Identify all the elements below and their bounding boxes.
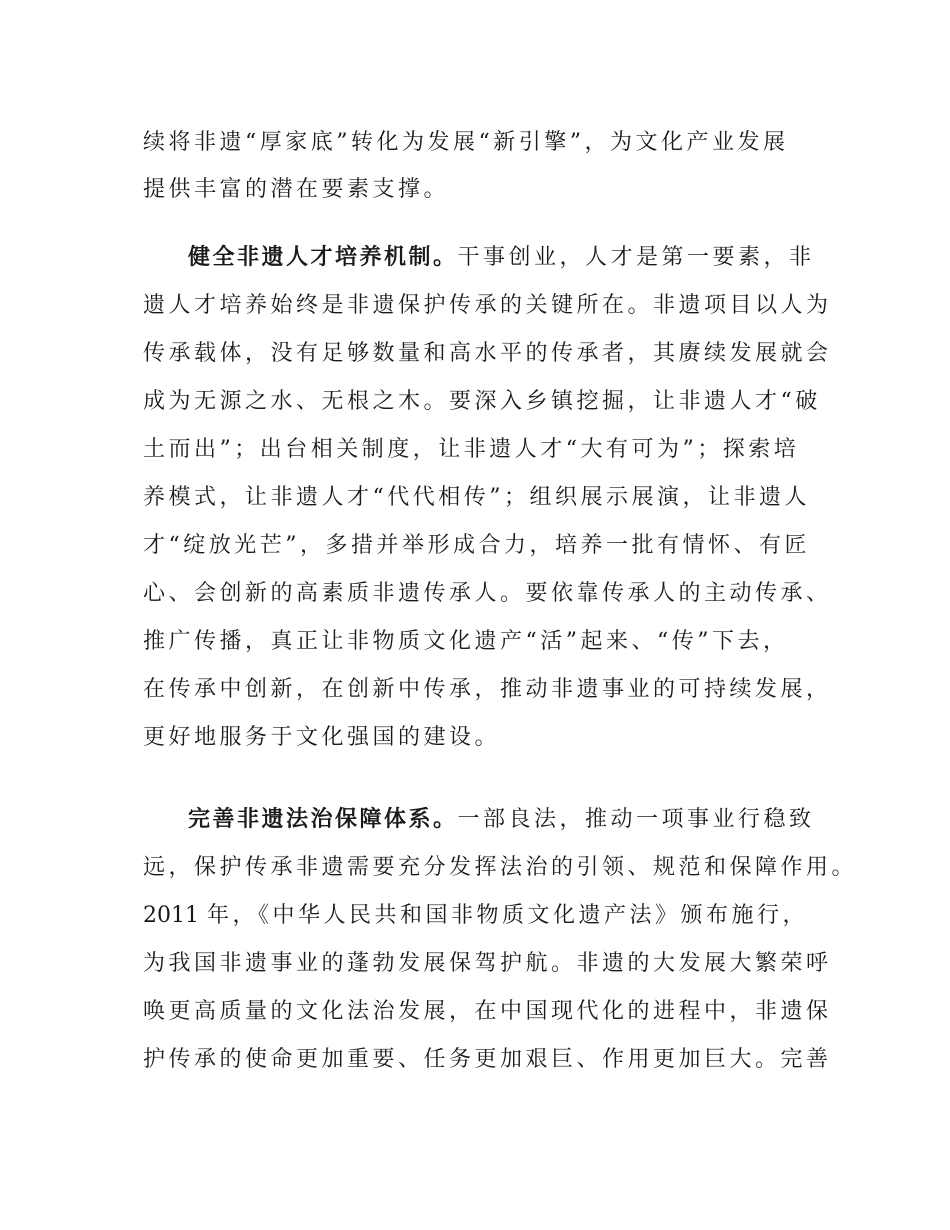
text-line: 推广传播，真正让非物质文化遗产“活”起来、“传”下去， bbox=[143, 629, 789, 654]
text-line: 远，保护传承非遗需要充分发挥法治的引领、规范和保障作用。 bbox=[143, 855, 858, 880]
text-line: 为我国非遗事业的蓬勃发展保驾护航。非遗的大发展大繁荣呼 bbox=[143, 951, 832, 976]
text-segment: 一部良法，推动一项事业行稳致 bbox=[457, 807, 815, 832]
text-line: 养模式，让非遗人才“代代相传”；组织展示展演，让非遗人 bbox=[143, 485, 810, 510]
text-line bbox=[143, 896, 808, 936]
text-line: 在传承中创新，在创新中传承，推动非遗事业的可持续发展， bbox=[143, 677, 832, 702]
text-line: 心、会创新的高素质非遗传承人。要依靠传承人的主动传承、 bbox=[143, 581, 832, 606]
text-line: 唤更高质量的文化法治发展，在中国现代化的进程中，非遗保 bbox=[143, 999, 832, 1024]
year-number: 2011 bbox=[143, 903, 199, 928]
paragraph-first-line bbox=[188, 800, 815, 840]
section-heading-talent: 健全非遗人才培养机制。 bbox=[188, 245, 458, 270]
text-line: 提供丰富的潜在要素支撑。 bbox=[143, 177, 450, 202]
text-line: 更好地服务于文化强国的建设。 bbox=[143, 725, 501, 750]
text-line: 土而出”；出台相关制度，让非遗人才“大有可为”；探索培 bbox=[143, 437, 800, 462]
text-line: 才“绽放光芒”，多措并举形成合力，培养一批有情怀、有匠 bbox=[143, 533, 810, 558]
text-segment: 年，《中华人民共和国非物质文化遗产法》颁布施行， bbox=[207, 903, 809, 928]
text-line: 成为无源之水、无根之木。要深入乡镇挖掘，让非遗人才“破 bbox=[143, 389, 821, 414]
text-segment: 干事创业，人才是第一要素，非 bbox=[457, 245, 815, 270]
section-heading-law: 完善非遗法治保障体系。 bbox=[188, 807, 458, 832]
text-line: 续将非遗“厚家底”转化为发展“新引擎”，为文化产业发展 bbox=[143, 130, 789, 155]
text-line: 遗人才培养始终是非遗保护传承的关键所在。非遗项目以人为 bbox=[143, 293, 832, 318]
paragraph-first-line bbox=[188, 238, 815, 278]
text-line: 传承载体，没有足够数量和高水平的传承者，其赓续发展就会 bbox=[143, 341, 832, 366]
text-line: 护传承的使命更加重要、任务更加艰巨、作用更加巨大。完善 bbox=[143, 1047, 832, 1072]
